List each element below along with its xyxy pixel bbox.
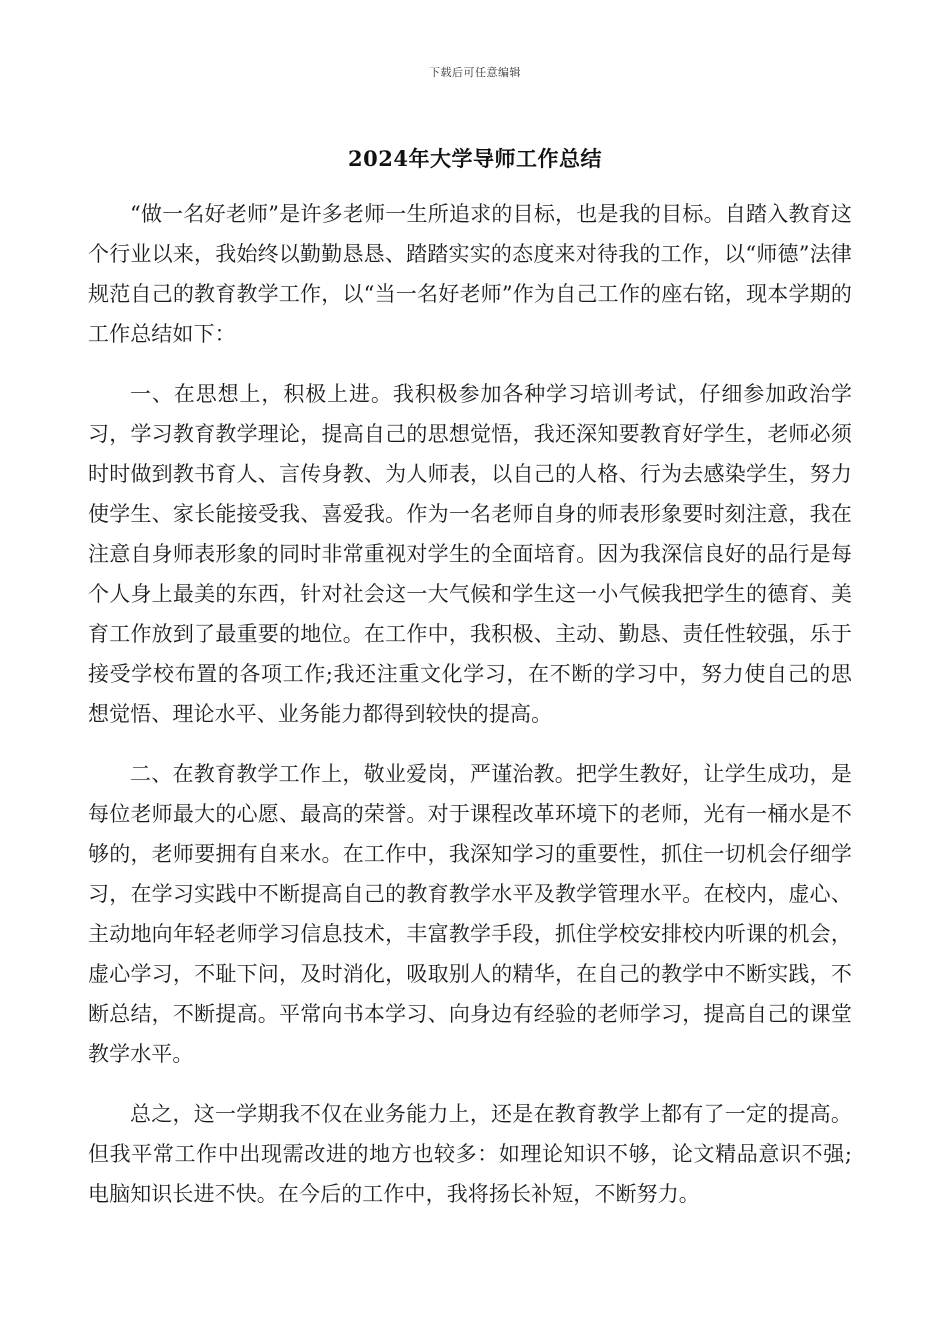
document-title: 2024年大学导师工作总结 [348, 146, 602, 171]
paragraph-summary: 总之，这一学期我不仅在业务能力上，还是在教育教学上都有了一定的提高。但我平常工作中出现需改进的地方也较多：如理论知识不够，论文精品意识不强;电脑知识长进不快。在今后的工作中，我将扬长补短，不断努力。 [88, 1102, 852, 1206]
paragraph-thought: 一、在思想上，积极上进。我积极参加各种学习培训考试，仔细参加政治学习，学习教育教学理论，提高自己的思想觉悟，我还深知要教育好学生，老师必须时时做到教书育人、言传身教、为人师表，以自己的人格、行为去感染学生，努力使学生、家长能接受我、喜爱我。作为一名老师自身的师表形象要时刻注意，我在注意自身师表形象的同时非常重视对学生的全面培育。因为我深信良好的品行是每个人身上最美的东西，针对社会这一大气候和学生这一小气候我把学生的德育、美育工作放到了最重要的地位。在工作中，我积极、主动、勤恳、责任性较强，乐于接受学校布置的各项工作;我还注重文化学习，在不断的学习中，努力使自己的思想觉悟、理论水平、业务能力都得到较快的提高。 [88, 382, 852, 726]
header-note: 下载后可任意编辑 [429, 66, 521, 79]
document-body [88, 194, 852, 1214]
paragraph-intro: “做一名好老师”是许多老师一生所追求的目标，也是我的目标。自踏入教育这个行业以来，我始终以勤勤恳恳、踏踏实实的态度来对待我的工作，以“师德”法律规范自己的教育教学工作，以“当一名好老师”作为自己工作的座右铭，现本学期的工作总结如下： [88, 202, 852, 346]
paragraph-teaching: 二、在教育教学工作上，敬业爱岗，严谨治教。把学生教好，让学生成功，是每位老师最大的心愿、最高的荣誉。对于课程改革环境下的老师，光有一桶水是不够的，老师要拥有自来水。在工作中，我深知学习的重要性，抓住一切机会仔细学习，在学习实践中不断提高自己的教育教学水平及教学管理水平。在校内，虚心、主动地向年轻老师学习信息技术，丰富教学手段，抓住学校安排校内听课的机会，虚心学习，不耻下问，及时消化，吸取别人的精华，在自己的教学中不断实践，不断总结，不断提高。平常向书本学习、向身边有经验的老师学习，提高自己的课堂教学水平。 [88, 762, 852, 1066]
